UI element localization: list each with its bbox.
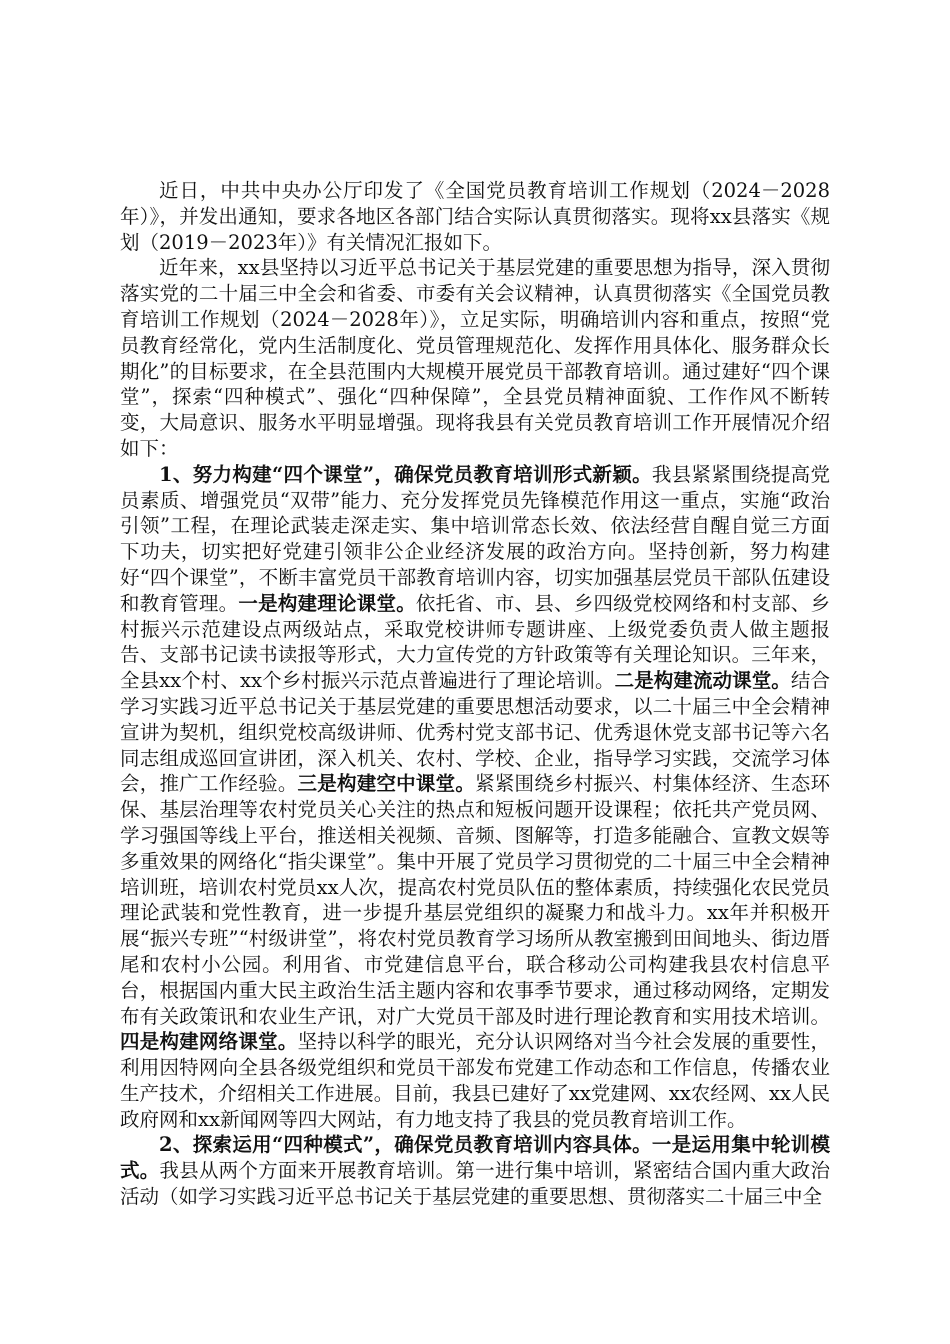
body-text: 我县紧紧围绕提高党员素质、增强党员“双带”能力、充分发挥党员先锋模范作用这一重点，实施“政治引领”工程，在理论武装走深走实、集中培训常态长效、依法经营自醒自觉三方面下功夫，切实把好党建引领非公企业经济发展的政治方向。坚持创新，努力构建好“四个课堂”，不断丰富党员干部教育培训内容，切实加强基层党员干部队伍建设和教育管理。 — [120, 462, 830, 615]
body-text: 我县从两个方面来开展教育培训。第一进行集中培训，紧密结合国内重大政治活动（如学习实践习近平总书记关于基层党建的重要思想、贯彻落实二十届三中全 — [120, 1159, 830, 1209]
paragraph — [120, 462, 830, 1133]
bold-heading-text: 二是构建流动课堂。 — [614, 669, 791, 693]
paragraph — [120, 1132, 830, 1209]
body-text: 近日，中共中央办公厅印发了《全国党员教育培训工作规划（2024－2028年）》，并发出通知，要求各地区各部门结合实际认真贯彻落实。现将xx县落实《规划（2019－2023年）》有关情况汇报如下。 — [120, 179, 830, 254]
document-body — [120, 178, 830, 1210]
bold-heading-text: 三是构建空中课堂。 — [297, 772, 476, 796]
body-text: 坚持以科学的眼光，充分认识网络对当今社会发展的重要性，利用因特网向全县各级党组织和党员干部发布党建工作动态和工作信息，传播农业生产技术，介绍相关工作进展。目前，我县已建好了xx党建网、xx农经网、xx人民政府网和xx新闻网等四大网站，有力地支持了我县的党员教育培训工作。 — [120, 1030, 830, 1131]
body-text: 依托省、市、县、乡四级党校网络和村支部、乡村振兴示范建设点两级站点，采取党校讲师专题讲座、上级党委负责人做主题报告、支部书记读书读报等形式，大力宣传党的方针政策等有关理论知识。三年来，全县xx个村、xx个乡村振兴示范点普遍进行了理论培训。 — [120, 591, 830, 693]
bold-heading-text: 1、努力构建“四个课堂”，确保党员教育培训形式新颖。 — [159, 462, 652, 486]
bold-heading-text: 四是构建网络课堂。 — [120, 1030, 298, 1054]
body-text: 结合学习实践习近平总书记关于基层党建的重要思想活动要求，以二十届三中全会精神宣讲为契机，组织党校高级讲师、优秀村党支部书记、优秀退休党支部书记等六名同志组成巡回宣讲团，深入机关、农村、学校、企业，指导学习实践，交流学习体会，推广工作经验。 — [120, 669, 830, 796]
paragraph — [120, 178, 830, 255]
body-text: 近年来，xx县坚持以习近平总书记关于基层党建的重要思想为指导，深入贯彻落实党的二十届三中全会和省委、市委有关会议精神，认真贯彻落实《全国党员教育培训工作规划（2024－2028年）》，立足实际，明确培训内容和重点，按照“党员教育经常化，党内生活制度化、党员管理规范化、发挥作用具体化、服务群众长期化”的目标要求，在全县范围内大规模开展党员干部教育培训。通过建好“四个课堂”，探索“四种模式”、强化“四种保障”，全县党员精神面貌、工作作风不断转变，大局意识、服务水平明显增强。现将我县有关党员教育培训工作开展情况介绍如下： — [120, 256, 830, 460]
body-text: 紧紧围绕乡村振兴、村集体经济、生态环保、基层治理等农村党员关心关注的热点和短板问题开设课程；依托共产党员网、学习强国等线上平台，推送相关视频、音频、图解等，打造多能融合、宣教文娱等多重效果的网络化“指尖课堂”。集中开展了党员学习贯彻党的二十届三中全会精神培训班，培训农村党员xx人次，提高农村党员队伍的整体素质，持续强化农民党员理论武装和党性教育，进一步提升基层党组织的凝聚力和战斗力。xx年并积极开展“振兴专班”“村级讲堂”，将农村党员教育学习场所从教室搬到田间地头、街边厝尾和农村小公园。利用省、市党建信息平台，联合移动公司构建我县农村信息平台，根据国内重大民主政治生活主题内容和农事季节要求，通过移动网络，定期发布有关政策讯和农业生产讯，对广大党员干部及时进行理论教育和实用技术培训。 — [120, 772, 830, 1028]
paragraph — [120, 255, 830, 461]
bold-heading-text: 2、探索运用“四种模式”，确保党员教育培训内容具体。一是运用集中轮训模式。 — [120, 1133, 830, 1183]
bold-heading-text: 一是构建理论课堂。 — [238, 591, 416, 615]
